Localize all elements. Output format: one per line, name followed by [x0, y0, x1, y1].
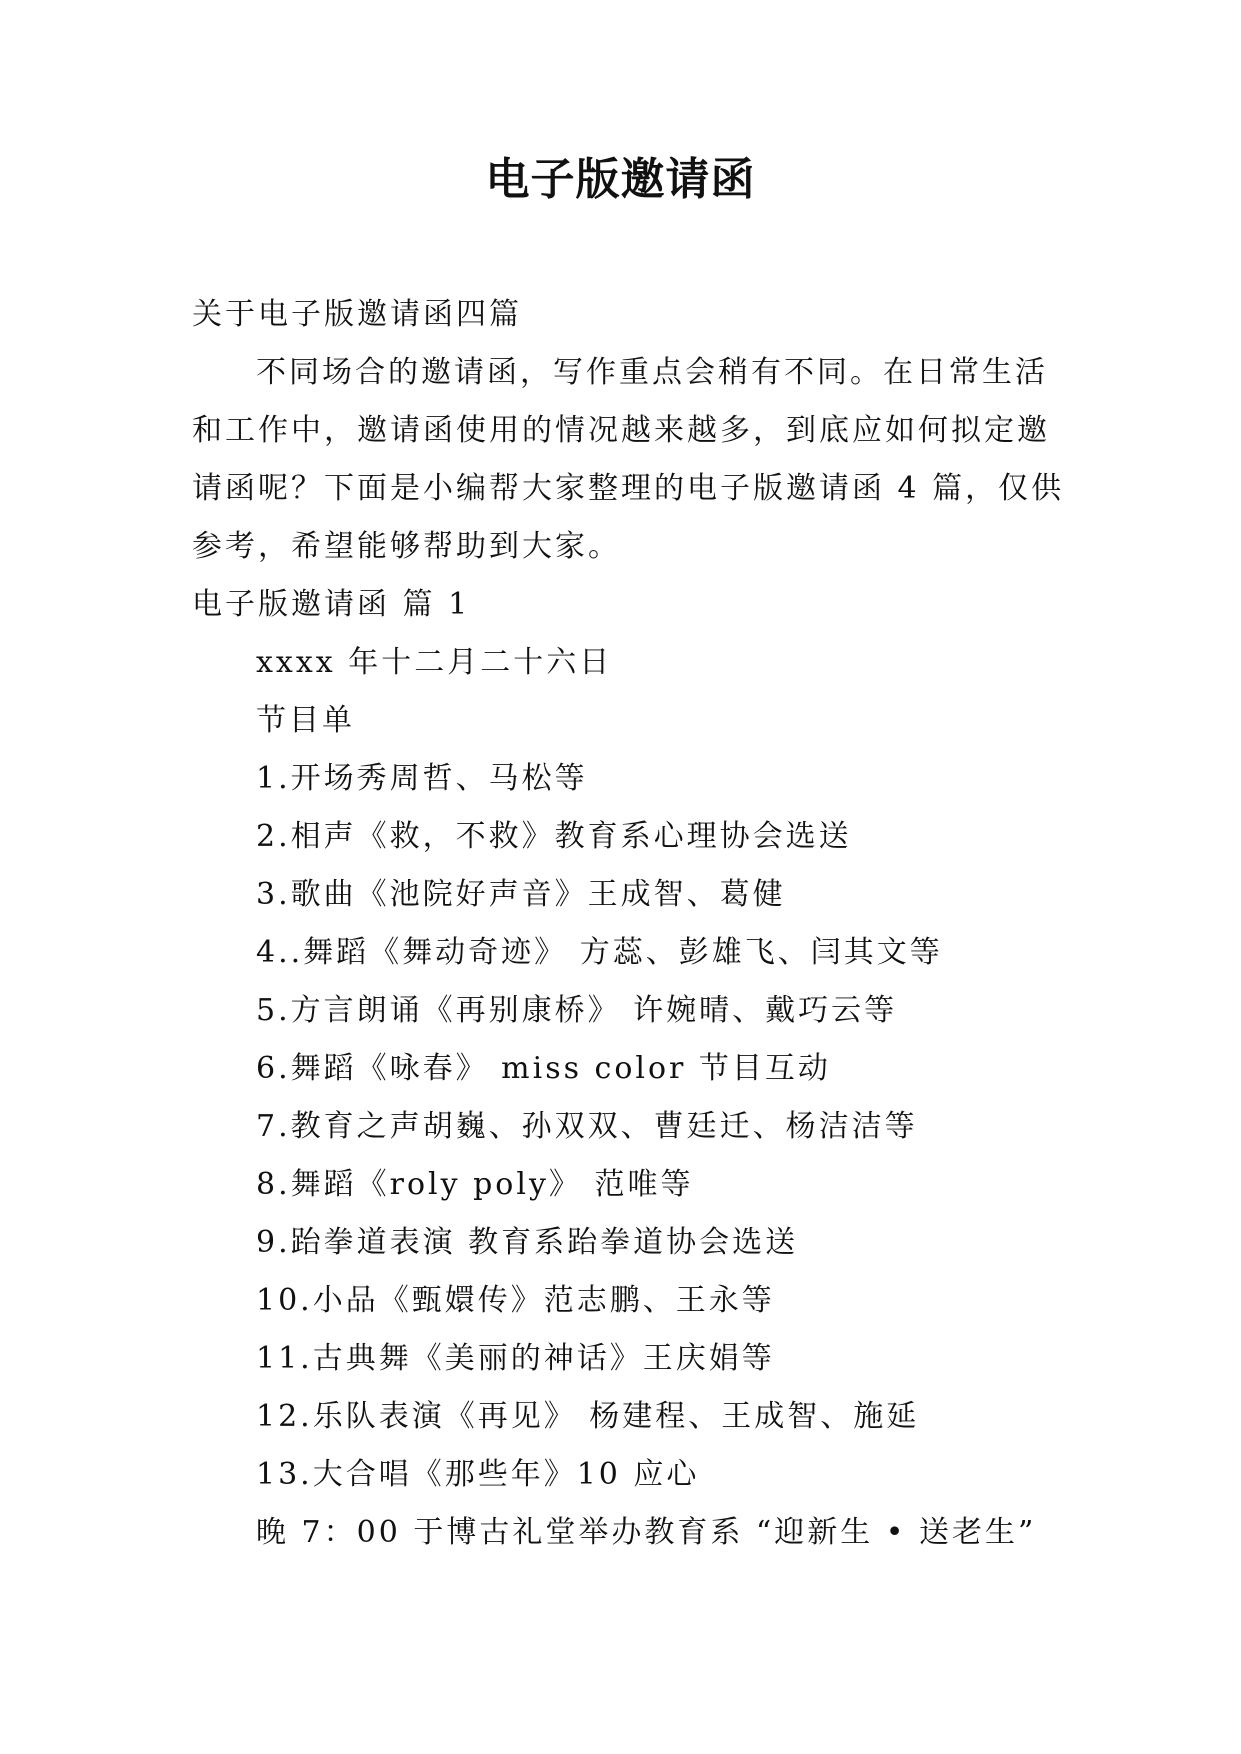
program-item: 2.相声《救，不救》教育系心理协会选送 [256, 819, 852, 854]
program-heading: 节目单 [256, 703, 355, 738]
program-item: 12.乐队表演《再见》 杨建程、王成智、施延 [256, 1399, 920, 1434]
program-item: 10.小品《甄嬛传》范志鹏、王永等 [256, 1283, 775, 1318]
program-item: 1.开场秀周哲、马松等 [256, 761, 588, 796]
document-body [192, 286, 1065, 1562]
program-item: 3.歌曲《池院好声音》王成智、葛健 [256, 877, 786, 912]
program-item: 7.教育之声胡巍、孙双双、曹廷迁、杨洁洁等 [256, 1109, 918, 1144]
section-heading: 电子版邀请函 篇 1 [192, 587, 471, 622]
event-line: 晚 7：00 于博古礼堂举办教育系 “迎新生 • 送老生” [256, 1515, 1037, 1550]
paragraph-line: 参考，希望能够帮助到大家。 [192, 529, 621, 564]
program-item: 13.大合唱《那些年》10 应心 [256, 1457, 700, 1492]
program-item: 8.舞蹈《roly poly》 范唯等 [256, 1167, 694, 1202]
paragraph-line: 和工作中，邀请函使用的情况越来越多，到底应如何拟定邀 [192, 413, 1050, 448]
intro-heading: 关于电子版邀请函四篇 [192, 297, 522, 332]
program-item: 5.方言朗诵《再别康桥》 许婉晴、戴巧云等 [256, 993, 898, 1028]
date-line: xxxx 年十二月二十六日 [256, 645, 613, 680]
paragraph-line: 不同场合的邀请函，写作重点会稍有不同。在日常生活 [256, 355, 1048, 390]
program-item: 4..舞蹈《舞动奇迹》 方蕊、彭雄飞、闫其文等 [256, 935, 943, 970]
program-item: 9.跆拳道表演 教育系跆拳道协会选送 [256, 1225, 799, 1260]
program-item: 6.舞蹈《咏春》 miss color 节目互动 [256, 1051, 831, 1086]
document-title: 电子版邀请函 [485, 154, 756, 205]
program-item: 11.古典舞《美丽的神话》王庆娟等 [256, 1341, 775, 1376]
paragraph-line: 请函呢？下面是小编帮大家整理的电子版邀请函 4 篇，仅供 [192, 471, 1065, 506]
